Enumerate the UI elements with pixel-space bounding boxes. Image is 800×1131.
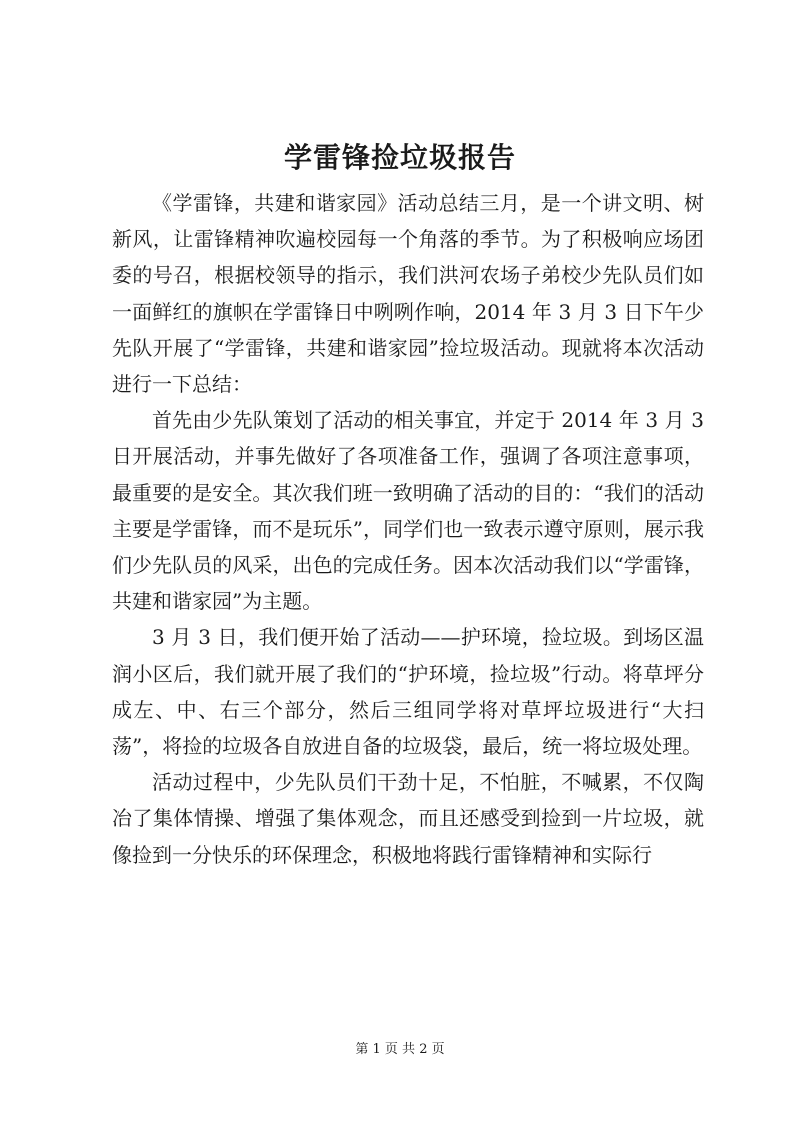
document-body bbox=[112, 185, 704, 873]
paragraph-2: 首先由少先队策划了活动的相关事宜，并定于 2014 年 3 月 3 日开展活动，并事先做好了各项准备工作，强调了各项注意事项，最重要的是安全。其次我们班一致明确了活动的目的：“我们的活动主要是学雷锋，而不是玩乐”，同学们也一致表示遵守原则，展示我们少先队员的风采，出色的完成任务。因本次活动我们以“学雷锋，共建和谐家园”为主题。 bbox=[112, 408, 704, 614]
paragraph-3: 3 月 3 日，我们便开始了活动——护环境，捡垃圾。到场区温润小区后，我们就开展了我们的“护环境，捡垃圾”行动。将草坪分成左、中、右三个部分，然后三组同学将对草坪垃圾进行“大扫荡”，将捡的垃圾各自放进自备的垃圾袋，最后，统一将垃圾处理。 bbox=[112, 625, 704, 759]
document-title: 学雷锋捡垃圾报告 bbox=[283, 141, 516, 174]
paragraph-4: 活动过程中，少先队员们干劲十足，不怕脏，不喊累，不仅陶冶了集体情操、增强了集体观念，而且还感受到捡到一片垃圾，就像捡到一分快乐的环保理念，积极地将践行雷锋精神和实际行 bbox=[112, 770, 704, 867]
page-number-footer: 第 1 页 共 2 页 bbox=[355, 1042, 445, 1057]
paragraph-1: 《学雷锋，共建和谐家园》活动总结三月，是一个讲文明、树新风，让雷锋精神吹遍校园每一个角落的季节。为了积极响应场团委的号召，根据校领导的指示，我们洪河农场子弟校少先队员们如一面鲜红的旗帜在学雷锋日中咧咧作响，2014 年 3 月 3 日下午少先队开展了“学雷锋，共建和谐家园”捡垃圾活动。现就将本次活动进行一下总结： bbox=[112, 191, 704, 397]
